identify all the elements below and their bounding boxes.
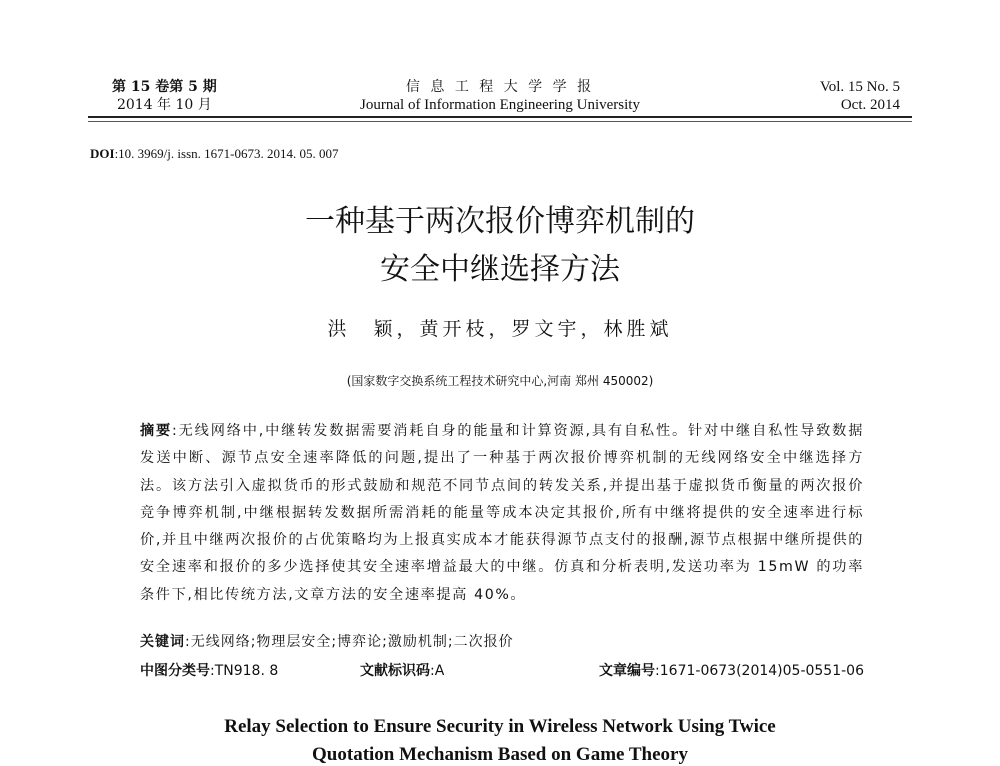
abstract-label: 摘要 — [140, 423, 173, 439]
abstract — [140, 418, 864, 609]
doi — [90, 146, 338, 162]
doi-label: DOI — [90, 146, 115, 161]
journal-name-en: Journal of Information Engineering University — [360, 97, 640, 113]
english-title-line-2: Quotation Mechanism Based on Game Theory — [312, 744, 688, 765]
journal-name-cn: 信 息 工 程 大 学 学 报 — [405, 79, 595, 95]
abstract-text: :无线网络中,中继转发数据需要消耗自身的能量和计算资源,具有自私性。针对中继自私性导致数据发送中断、源节点安全速率降低的问题,提出了一种基于两次报价博弈机制的无线网络安全中继选择方法。该方法引入虚拟货币的形式鼓励和规范不同节点间的转发关系,并提出基于虚拟货币衡量的两次报价竞争博弈机制,中继根据转发数据所需消耗的能量等成本决定其报价,所有中继将提供的安全速率进行标价,并且中继两次报价的占优策略均为上报真实成本才能获得源节点支付的报酬,源节点根据中继所提供的安全速率和报价的多少选择使其安全速率增益最大的中继。仿真和分析表明,发送功率为 15mW 的功率条件下,相比传统方法,文章方法的安全速率提高 40%。 — [140, 423, 864, 603]
doc-code-value: :A — [430, 663, 445, 679]
keywords — [140, 631, 514, 651]
classification — [140, 660, 864, 680]
issue-volume: 第 15 卷第 5 期 — [112, 79, 217, 95]
article-number-value: :1671-0673(2014)05-0551-06 — [655, 663, 864, 679]
article-number-label: 文章编号 — [599, 663, 656, 679]
issue-date: 2014 年 10 月 — [116, 97, 212, 113]
affiliation: (国家数字交换系统工程技术研究中心,河南 郑州 450002) — [346, 374, 654, 388]
doc-code-label: 文献标识码 — [360, 663, 430, 679]
keywords-label: 关键词 — [140, 634, 185, 650]
clc-label: 中图分类号 — [140, 663, 210, 679]
authors: 洪 颖，黄开枝，罗文宇，林胜斌 — [327, 318, 673, 340]
title-line-1: 一种基于两次报价博弈机制的 — [305, 204, 695, 239]
clc-value: :TN918. 8 — [210, 663, 279, 679]
english-title-line-1: Relay Selection to Ensure Security in Wireless Network Using Twice — [224, 716, 776, 737]
title-line-2: 安全中继选择方法 — [380, 252, 620, 287]
doi-value: :10. 3969/j. issn. 1671-0673. 2014. 05. 007 — [114, 146, 339, 161]
volume-number: Vol. 15 No. 5 — [819, 79, 900, 95]
header-rule — [88, 116, 912, 122]
volume-info-en — [820, 78, 900, 114]
keywords-text: :无线网络;物理层安全;博弈论;激励机制;二次报价 — [185, 634, 514, 650]
volume-date: Oct. 2014 — [840, 97, 900, 113]
